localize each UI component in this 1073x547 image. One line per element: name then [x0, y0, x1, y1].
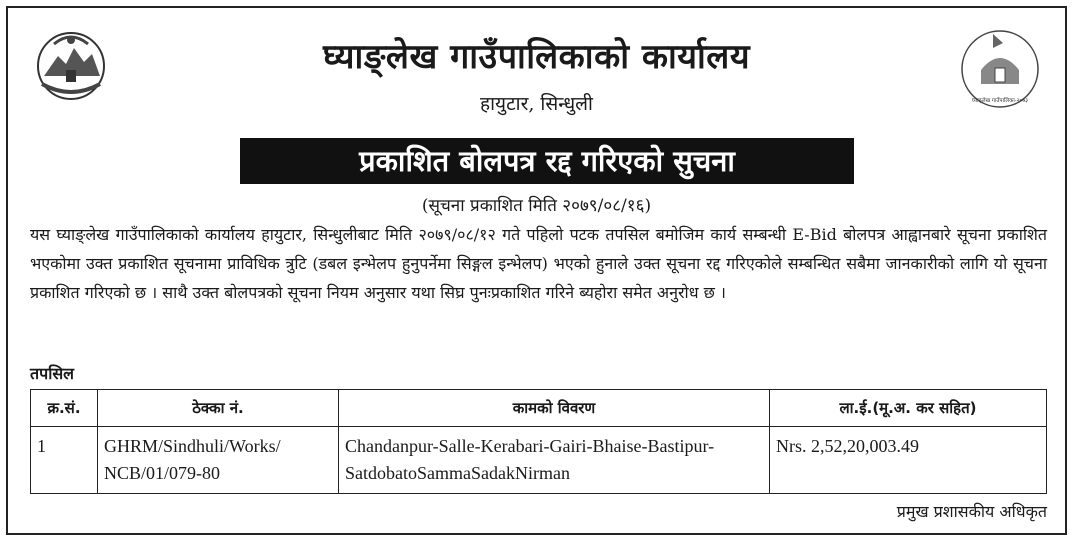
header-contract-no: ठेक्का नं. [98, 390, 339, 427]
published-date: (सूचना प्रकाशित मिति २०७९/०८/१६) [421, 196, 652, 216]
header-estimate: ला.ई.(मू.अ. कर सहित) [770, 390, 1047, 427]
cell-contract-no: GHRM/Sindhuli/Works/ NCB/01/079-80 [98, 427, 339, 494]
cell-description: Chandanpur-Salle-Kerabari-Gairi-Bhaise-Bastipur-SatdobatoSammaSadakNirman [339, 427, 770, 494]
schedule-label: तपसिल [30, 364, 75, 383]
notice-banner: प्रकाशित बोलपत्र रद्द गरिएको सुचना [240, 138, 854, 184]
header-sn: क्र.सं. [31, 390, 98, 427]
office-title: घ्याङ्लेख गाउँपालिकाको कार्यालय [322, 37, 751, 77]
table-header-row [31, 390, 1047, 427]
notice-page [6, 6, 1067, 535]
emblem-caption: घ्याङ्लेख गाउँपालिका-२०७३ [971, 98, 1029, 104]
notice-body: यस घ्याङ्लेख गाउँपालिकाको कार्यालय हायुटार, सिन्धुलीबाट मिति २०७९/०८/१२ गते पहिलो पटक तपसिल बमोजिम कार्य सम्बन्धी E-Bid बोलपत्र आह्वानबारे सूचना प्रकाशित भएकोमा उक्त प्रकाशित सूचनामा प्राविधिक त्रुटि (डबल इन्भेलप हुनुपर्नेमा सिङ्गल इन्भेलप) भएको हुनाले उक्त सूचना रद्द गरिएकोले सम्बन्धित सबैमा जानकारीको लागि यो सूचना प्रकाशित गरिएको छ । साथै उक्त बोलपत्रको सूचना नियम अनुसार यथा सिघ्र पुनःप्रकाशित गरिने ब्यहोरा समेत अनुरोध छ । [30, 225, 1047, 302]
table-row [31, 427, 1047, 494]
signatory-title: प्रमुख प्रशासकीय अधिकृत [896, 502, 1047, 521]
header-description: कामको विवरण [339, 390, 770, 427]
schedule-table [30, 389, 1047, 494]
office-address: हायुटार, सिन्धुली [480, 93, 593, 115]
cell-estimate: Nrs. 2,52,20,003.49 [770, 427, 1047, 494]
cell-sn: 1 [31, 427, 98, 494]
